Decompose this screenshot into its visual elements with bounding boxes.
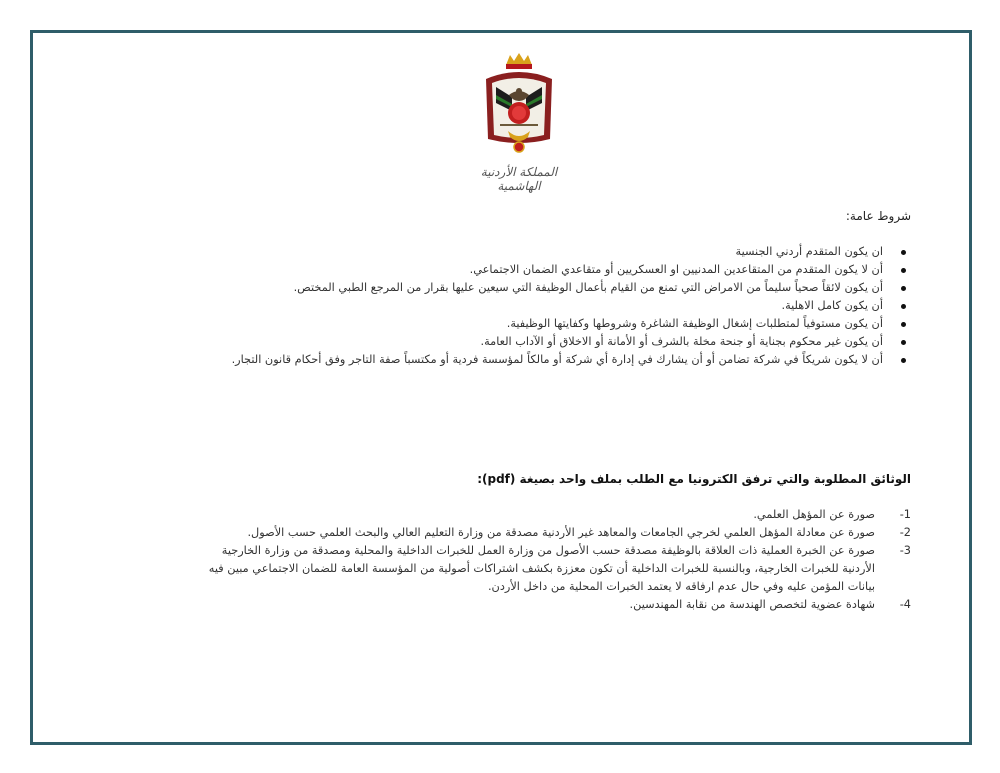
item-number: -2 [899,526,911,539]
list-item: أن يكون غير محكوم بجناية أو جنحة مخلة بالشرف أو الأمانة أو الاخلاق أو الآداب العامة. [232,333,911,351]
item-text: صورة عن المؤهل العلمي. [753,508,875,521]
list-item: أن يكون لائقاً صحياً سليماً من الامراض التي تمنع من القيام بأعمال الوظيفة التي سيعين عليها بقرار من المرجع الطبي المختص. [232,279,911,297]
list-item: أن لا يكون المتقدم من المتقاعدين المدنيين او العسكريين أو متقاعدي الضمان الاجتماعي. [232,261,911,279]
required-documents-list [191,506,911,614]
item-number: -3 [899,544,911,557]
document-page [33,33,969,742]
list-item: ان يكون المتقدم أردني الجنسية [232,243,911,261]
jordan-coat-of-arms-icon [478,51,560,157]
list-item [191,506,911,524]
item-number: -4 [899,598,911,611]
item-text: صورة عن معادلة المؤهل العلمي لخرجي الجامعات والمعاهد غير الأردنية مصدقة من وزارة التعليم العالي والبحث العلمي حسب الأصول. [247,526,875,539]
list-item: أن لا يكون شريكاً في شركة تضامن أو أن يشارك في إدارة أي شركة أو مالكاً لمؤسسة فردية أو مكتسباً صفة التاجر وفق أحكام قانون التجار. [232,351,911,369]
required-documents-title: الوثائق المطلوبة والتي ترفق الكترونيا مع الطلب بملف واحد بصيغة (pdf): [477,472,911,486]
list-item: أن يكون مستوفياً لمتطلبات إشغال الوظيفة الشاغرة وشروطها وكفايتها الوظيفية. [232,315,911,333]
list-item [191,524,911,542]
list-item [191,542,911,596]
general-conditions-title: شروط عامة: [845,209,911,223]
general-conditions-list [232,243,911,369]
item-number: -1 [899,508,911,521]
list-item [191,596,911,614]
list-item: أن يكون كامل الاهلية. [232,297,911,315]
item-text: شهادة عضوية لتخصص الهندسة من نقابة المهندسين. [629,598,875,611]
kingdom-name: المملكة الأردنية الهاشمية [480,165,558,193]
page-frame [30,30,972,745]
item-text: صورة عن الخبرة العملية ذات العلاقة بالوظيفة مصدقة حسب الأصول من وزارة العمل للخبرات الداخلية والمحلية ومصدقة من وزارة الخارجية الأردنية للخبرات الخارجية، وبالنسبة للخبرات الداخلية أن تكون معززة بكشف اشتراكات أصولية من المؤسسة العامة للضمان الاجتماعي مبين فيه بيانات المؤمن عليه وفي حال عدم ارفاقه لا يعتمد الخبرات المحلية من داخل الأردن. [208,544,875,593]
